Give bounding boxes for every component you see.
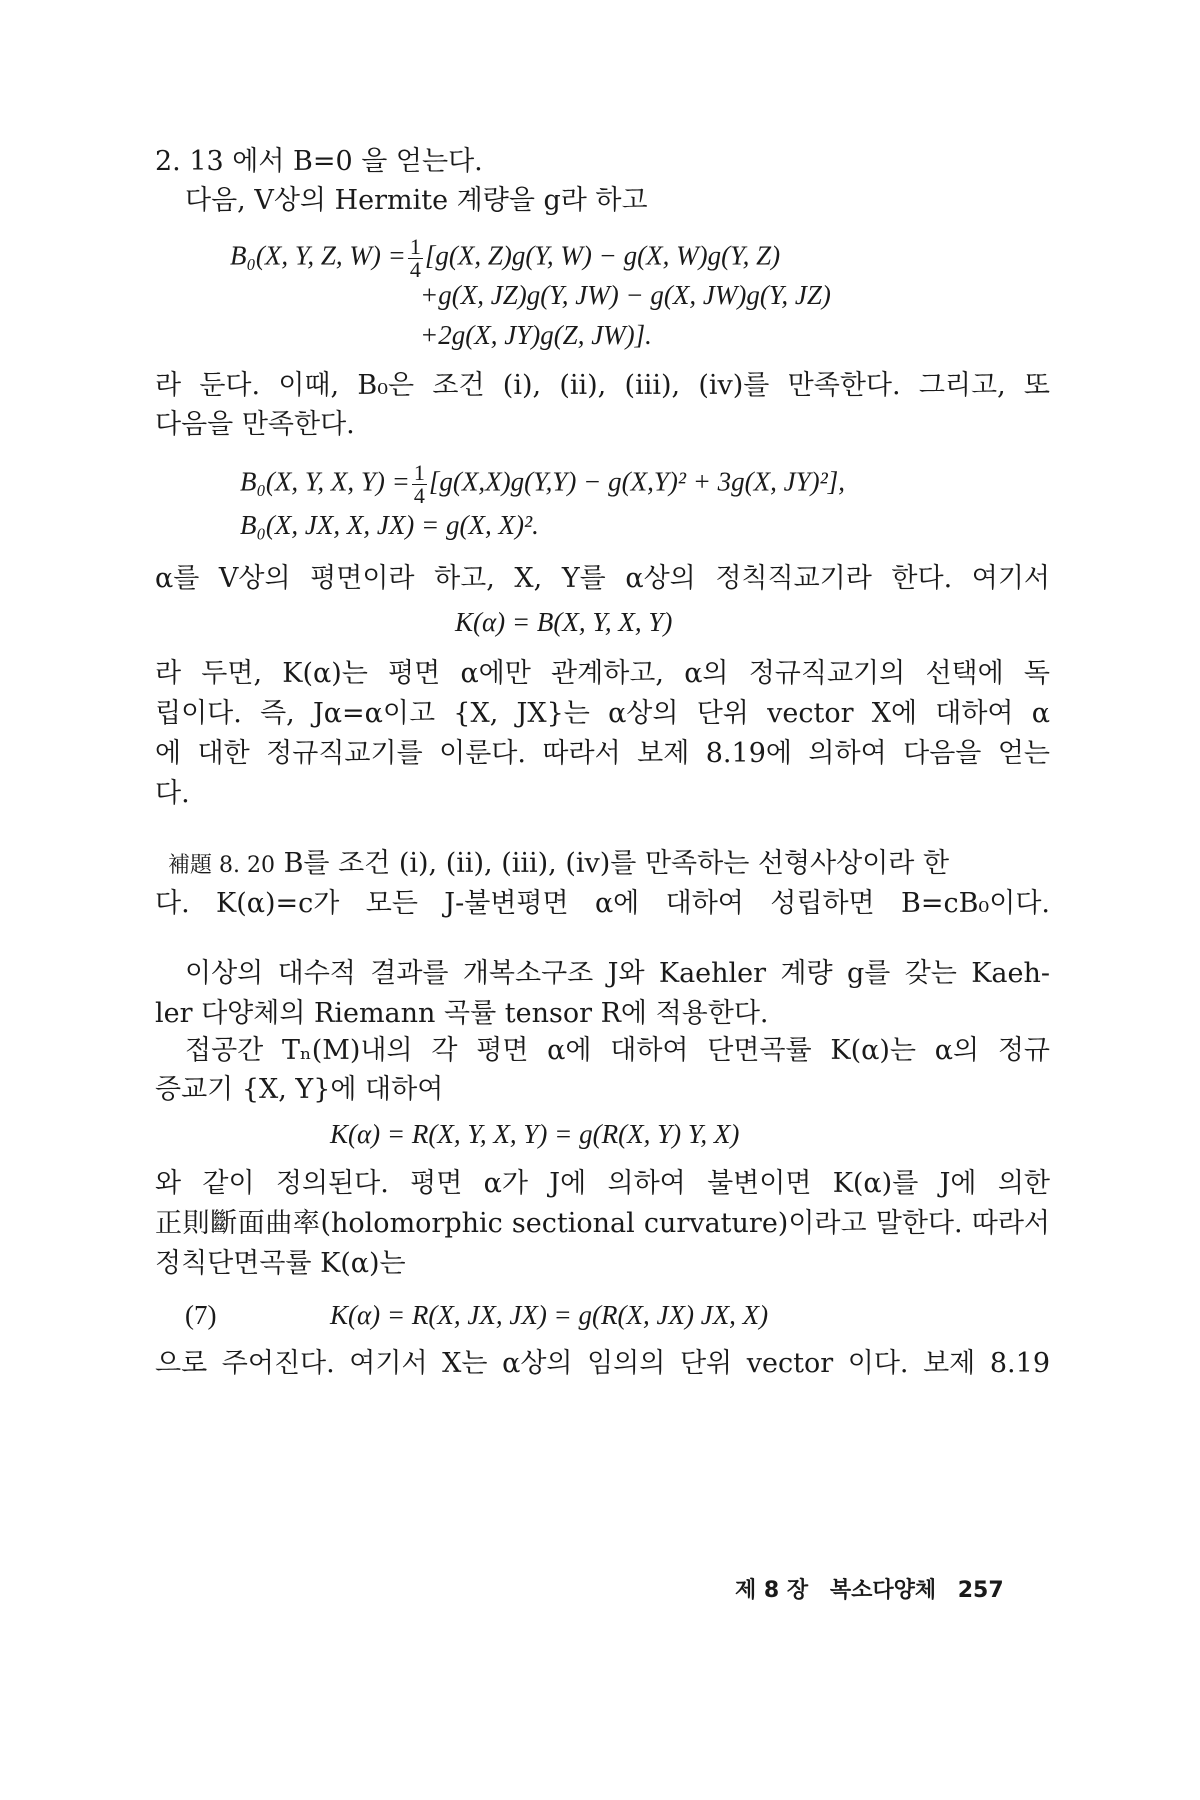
text-line: ler 다양체의 Riemann 곡률 tensor R에 적용한다.: [155, 998, 769, 1029]
text-line: 에 대한 정규직교기를 이룬다. 따라서 보제 8.19에 의하여 다음을 얻는: [155, 738, 1050, 769]
equation-b0-xyxy: [240, 462, 845, 507]
equation-lhs: B₀(X, Y, Z, W) =: [230, 240, 406, 271]
text-line: 이상의 대수적 결과를 개복소구조 J와 Kaehler 계량 g를 갖는 Kaeh-: [185, 958, 1050, 989]
equation-b0-line2: +g(X, JZ)g(Y, JW) − g(X, JW)g(Y, JZ): [420, 280, 831, 310]
lemma-second-line: 다. K(α)=c가 모든 J-불변평면 α에 대하여 성립하면 B=cB₀이다.: [155, 888, 1050, 919]
fraction-denominator: 4: [409, 257, 421, 282]
footer-chapter: 제 8 장: [735, 1578, 809, 1603]
text-line: 다.: [155, 778, 190, 809]
text-line: 다음, V상의 Hermite 계량을 g라 하고: [185, 185, 648, 216]
lemma-first-line: [168, 845, 1050, 885]
equation-rhs: [g(X, Z)g(Y, W) − g(X, W)g(Y, Z): [424, 240, 781, 271]
page-footer: [735, 1576, 1018, 1606]
fraction-one-quarter: [408, 236, 423, 281]
lemma-label: 補題 8. 20: [168, 853, 275, 878]
text-line: 정칙단면곡률 K(α)는: [155, 1248, 406, 1279]
text-line: α를 V상의 평면이라 하고, X, Y를 α상의 정칙직교기라 한다. 여기서: [155, 563, 1050, 594]
equation-sectional-curvature: K(α) = R(X, Y, X, Y) = g(R(X, Y) Y, X): [330, 1119, 740, 1149]
text-line: 다음을 만족한다.: [155, 409, 355, 440]
equation-b0-xjx: B₀(X, JX, X, JX) = g(X, X)².: [240, 510, 539, 540]
text-line: 립이다. 즉, Jα=α이고 {X, JX}는 α상의 단위 vector X에 대하여 α: [155, 698, 1050, 729]
text-line: 으로 주어진다. 여기서 X는 α상의 임의의 단위 vector 이다. 보제 8.19: [155, 1348, 1050, 1379]
text-line: 正則斷面曲率(holomorphic sectional curvature)이라고 말한다. 따라서: [155, 1208, 1050, 1239]
text-line: 2. 13 에서 B=0 을 얻는다.: [155, 146, 483, 177]
equation-k-alpha-b: K(α) = B(X, Y, X, Y): [455, 607, 673, 637]
equation-b0-line3: +2g(X, JY)g(Z, JW)].: [420, 320, 652, 350]
text-line: 증교기 {X, Y}에 대하여: [155, 1074, 444, 1105]
lemma-text: B를 조건 (i), (ii), (iii), (iv)를 만족하는 선형사상이라 한: [283, 848, 950, 879]
text-line: 라 둔다. 이때, B₀은 조건 (i), (ii), (iii), (iv)를 만족한다. 그리고, 또: [155, 370, 1050, 401]
text-line: 접공간 Tₙ(M)내의 각 평면 α에 대하여 단면곡률 K(α)는 α의 정규: [185, 1035, 1050, 1066]
fraction-numerator: 1: [409, 234, 421, 259]
page-number: 257: [957, 1578, 1004, 1603]
equation-holomorphic-curvature: K(α) = R(X, JX, JX) = g(R(X, JX) JX, X): [330, 1300, 769, 1330]
text-line: 와 같이 정의된다. 평면 α가 J에 의하여 불변이면 K(α)를 J에 의한: [155, 1168, 1050, 1199]
equation-number: (7): [185, 1300, 217, 1330]
fraction-denominator: 4: [413, 483, 425, 508]
footer-title: 복소다양체: [829, 1578, 937, 1603]
equation-lhs: B₀(X, Y, X, Y) =: [240, 466, 410, 497]
fraction-numerator: 1: [413, 460, 425, 485]
text-line: 라 두면, K(α)는 평면 α에만 관계하고, α의 정규직교기의 선택에 독: [155, 658, 1050, 689]
equation-rhs: [g(X,X)g(Y,Y) − g(X,Y)² + 3g(X, JY)²],: [428, 466, 845, 497]
fraction-one-quarter: [412, 462, 427, 507]
equation-b0-line1: [230, 236, 780, 281]
